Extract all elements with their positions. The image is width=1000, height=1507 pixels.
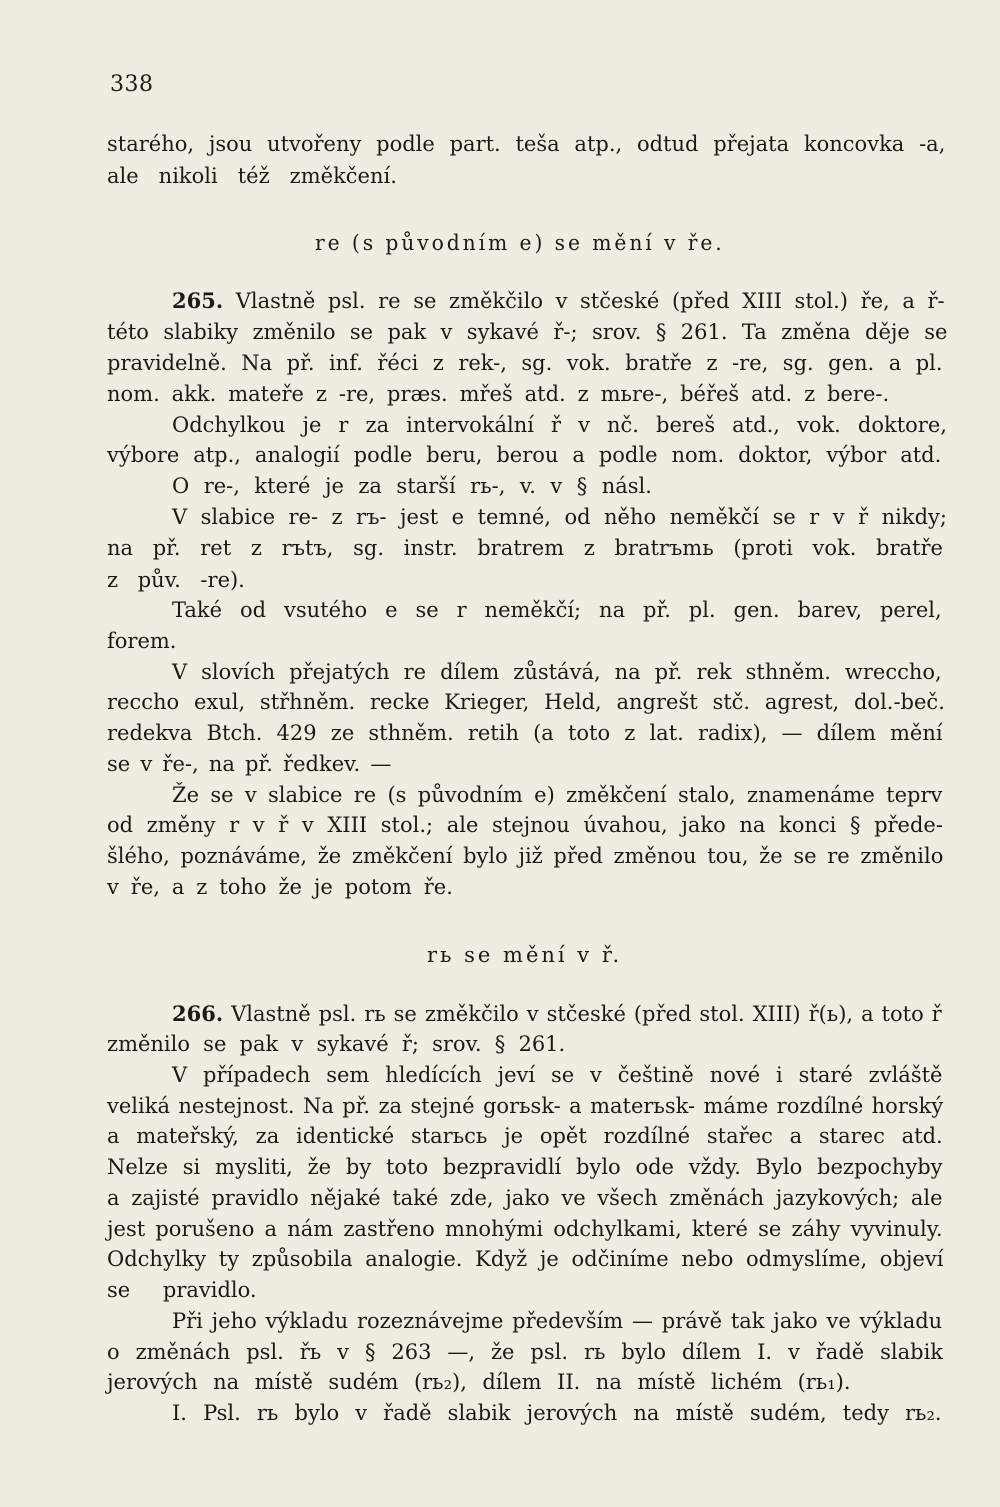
line-text: Vlastně psl. re se změkčilo v stčeské (před XIII stol.) ře, a ř-: [223, 289, 945, 313]
text-line: [107, 1215, 943, 1243]
text-line: [107, 318, 947, 346]
line-text: rь se mění v ř.: [427, 943, 623, 967]
text-line: [107, 1092, 943, 1120]
text-line: [107, 1368, 851, 1396]
text-line: [107, 566, 245, 594]
paragraph-number: 265.: [172, 288, 224, 313]
line-text: Že se v slabice re (s původním e) změkčení stalo, znamenáme teprv: [172, 783, 943, 807]
text-line: [107, 349, 943, 377]
line-text: změnilo se pak v sykavé ř; srov. § 261.: [107, 1032, 566, 1056]
text-line: [172, 781, 942, 809]
text-line: [107, 719, 943, 747]
text-line: [107, 811, 943, 839]
line-text: V slovích přejatých re dílem zůstává, na př. rek sthněm. wreccho,: [172, 660, 942, 684]
text-line: [172, 596, 942, 624]
line-text: veliká nestejnost. Na př. za stejné gorьsk- a materьsk- máme rozdílné horský: [107, 1094, 944, 1118]
line-text: v ře, a z toho že je potom ře.: [107, 875, 453, 899]
text-line: [107, 380, 889, 408]
line-text: Vlastně psl. rь se změkčilo v stčeské (před stol. XIII) ř(ь), a toto ř: [223, 1002, 942, 1026]
text-line: [107, 1030, 565, 1058]
line-text: Nelze si mysliti, že by toto bezpravidlí bylo ode vždy. Bylo bezpochyby: [107, 1155, 943, 1179]
text-line: [107, 873, 453, 901]
line-text: nom. akk. mateře z -re, præs. mřeš atd. z mьre-, béřeš atd. z bere-.: [107, 382, 890, 406]
text-line: [107, 627, 176, 655]
line-text: O re-, které je za starší rь-, v. v § násl.: [172, 474, 652, 498]
text-line: [107, 162, 397, 190]
text-line: [172, 411, 947, 439]
text-line: [107, 1184, 943, 1212]
text-line: [107, 130, 945, 158]
text-line: [107, 534, 943, 562]
text-line: [172, 1399, 942, 1427]
line-text: Také od vsutého e se r neměkčí; na př. pl. gen. barev, perel,: [172, 598, 942, 622]
line-text: V slabice re- z rъ- jest e temné, od něho neměkčí se r v ř nikdy;: [172, 505, 947, 529]
text-line: [172, 658, 942, 686]
text-line: [107, 750, 391, 778]
line-text: se v ře-, na př. ředkev. —: [107, 752, 392, 776]
text-line: [172, 472, 652, 500]
line-text: této slabiky změnilo se pak v sykavé ř-; srov. § 261. Ta změna děje se: [107, 320, 948, 344]
line-text: forem.: [107, 629, 177, 653]
line-text: o změnách psl. řь v § 263 —, že psl. rь bylo dílem I. v řadě slabik: [107, 1340, 944, 1364]
line-text: jerových na místě sudém (rь₂), dílem II. na místě lichém (rь₁).: [107, 1370, 851, 1394]
line-text: reccho exul, střhněm. recke Krieger, Held, angrešt stč. agrest, dol.-beč.: [107, 690, 945, 714]
section-heading: [427, 941, 622, 969]
line-text: a mateřský, za identické starьсь je opět rozdílné stařec a starec atd.: [107, 1124, 943, 1148]
line-text: z pův. -re).: [107, 568, 245, 592]
line-text: jest porušeno a nám zastřeno mnohými odchylkami, které se záhy vyvinuly.: [107, 1217, 943, 1241]
text-line: [107, 688, 945, 716]
line-text: redekva Btch. 429 ze sthněm. retih (a toto z lat. radix), — dílem mění: [107, 721, 943, 745]
text-line: [107, 1245, 943, 1273]
line-text: na př. ret z rъtъ, sg. instr. bratrem z bratrъmь (proti vok. bratře: [107, 536, 943, 560]
text-line: [107, 1338, 943, 1366]
line-text: re (s původním e) se mění v ře.: [315, 231, 725, 255]
text-line: [172, 287, 945, 315]
line-text: starého, jsou utvořeny podle part. teša atp., odtud přejata koncovka -a,: [107, 132, 946, 156]
line-text: pravidelně. Na př. inf. řéci z rek-, sg. vok. bratře z -re, sg. gen. a pl.: [107, 351, 943, 375]
line-text: výbore atp., analogií podle beru, berou a podle nom. doktor, výbor atd.: [107, 443, 942, 467]
text-line: [172, 503, 947, 531]
text-line: [107, 441, 941, 469]
text-line: [172, 1000, 942, 1028]
line-text: šlého, poznáváme, že změkčení bylo již před změnou tou, že se re změnilo: [107, 844, 944, 868]
text-line: [107, 1276, 257, 1304]
line-text: ale nikoli též změkčení.: [107, 164, 397, 188]
text-line: [107, 1122, 943, 1150]
line-text: se pravidlo.: [107, 1278, 257, 1302]
text-line: [107, 1153, 943, 1181]
paragraph-number: 266.: [172, 1001, 224, 1026]
text-line: [172, 1307, 942, 1335]
line-text: Při jeho výkladu rozeznávejme především — právě tak jako ve výkladu: [172, 1309, 943, 1333]
line-text: I. Psl. rь bylo v řadě slabik jerových na místě sudém, tedy rь₂.: [172, 1401, 942, 1425]
text-line: [172, 1061, 942, 1089]
line-text: a zajisté pravidlo nějaké také zde, jako ve všech změnách jazykových; ale: [107, 1186, 943, 1210]
line-text: od změny r v ř v XIII stol.; ale stejnou úvahou, jako na konci § předе-: [107, 813, 943, 837]
text-line: [107, 842, 943, 870]
section-heading: [315, 229, 725, 257]
line-text: Odchylky ty způsobila analogie. Když je odčiníme nebo odmyslíme, objeví: [107, 1247, 944, 1271]
line-text: Odchylkou je r za intervokální ř v nč. bereš atd., vok. doktore,: [172, 413, 947, 437]
page-number: 338: [110, 72, 154, 97]
line-text: V případech sem hledících jeví se v češtině nové i staré zvláště: [172, 1063, 943, 1087]
